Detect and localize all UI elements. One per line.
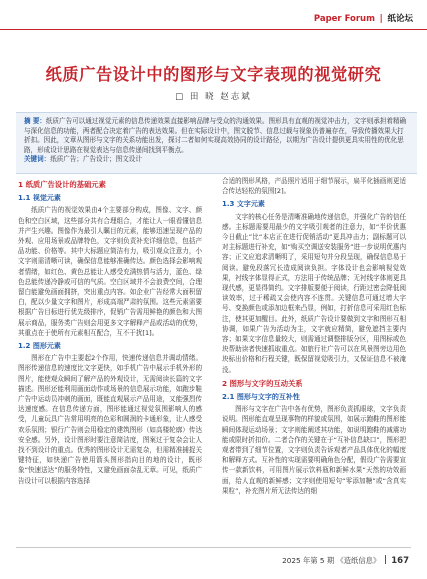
section-label-cn: 纸论坛 — [387, 14, 413, 24]
footer-divider — [385, 555, 386, 564]
footer-rule — [16, 547, 411, 548]
abstract-label: 摘 要： — [24, 117, 46, 125]
section-label-en: Paper Forum — [313, 14, 375, 24]
keywords-text: 纸质广告；广告设计；图文设计 — [50, 155, 142, 163]
paragraph-2-1: 图形与文字在广告中各有优势，图形负责抓眼球，文字负责说明。图形能直观呈现事物的样貌或氛围，如展示跑鞋的图形能瞬间体现运动场景；文字则能阐述其功能，如说明跑鞋的减震功能或限时折扣价。二者合作的关键在于“互补信息缺口”，图形把观者带到了细节位置，文字则负责告诉观者产品具体优化的幅度和解释方式。互补性的实现需要明确角色分配，假设广告需要宣传一款新饮料，可用图片展示饮料瓶和新鲜水果“天然的功效画面，给人直观的新鲜感；文字则使用短句“零添加糖”或“含真实果粒”，补充图片所无法传达的细 — [222, 405, 406, 495]
left-column — [18, 176, 202, 486]
page-footer — [282, 555, 409, 567]
subsection-heading-1-1: 1.1 视觉元素 — [18, 194, 61, 203]
abstract-text: 纸质广告可以通过视觉元素的信息传递效果直接影响品牌与受众的沟通效果。图形具有直观的视觉冲击力，文字则承担着精确与深化信息的功能，两者配合决定着广告的表达效果。但在实际设计中，图文脱节、信息过载与视象仍普遍存在，导致传播效果大打折扣。因此，文章从图形与文字的关系功能出发，探讨二者如何实现高效协同的设计路径，以期为广告设计提供更具实用性的优化思路，形成设计思路在视觉表达与信息传递间找到平衡点。 — [24, 117, 407, 154]
section-label — [314, 12, 413, 26]
paragraph-1-3: 文字的核心任务是清晰准确地传递信息，并强化广告的信任感。主标题需要用最少的文字吸引观者的注意力，如“半价优惠今日截止”比“本店正在进行促销活动”更具冲击力；副标题可以对主标题进行补充，如“购买空调送安装服务”进一步说明优惠内容；正文应追求清晰明了，采用短句并分段呈现，确保信息易于阅读。避免段落冗长造成阅读负担。字体设计也会影响视觉效果，衬线字体显得正式，方法用于传统品牌；无衬线字体则更具现代感，更显得简约。文字排版要便于阅读，行距过密会降低阅读效率，过于稀疏又会使内容不连贯。关键信息可通过增大字号、变换颜色或添加边框来凸显，例如，打折信息可采用红色标注，使其更加醒目。此外，纸质广告设计要做到文字和图形互相协调，如果广告为活动为主，文字就应精简，避免遮挡主要内容；如果文字信息量较大，则需通过调整排版分区，用图标或色块帮助读者快速抓取重点。如旅行社广告可以在风景图旁边用色块标出价格和行程关键，既保留视觉吸引力，又保证信息不被淹没。 — [222, 212, 406, 374]
abstract — [24, 117, 410, 155]
paragraph-1-1: 纸质广告的视觉效果由4个主要部分构成，图像、文字、颜色和空白区域，这些部分共有合理组合，才能让人一眼看懂信息并产生兴趣。图像作为最引人瞩目的元素，能够迅速呈现产品的外观、应用场景或品牌特色，文字则负责补充详细信息，包括产品功能、价格等。其中大标题应简洁有力，吸引观众注意力，小文字则需清晰可读，确保信息能够准确传达。颜色选择会影响观者情绪，如红色、黄色总能让人感受充满热情与活力，蓝色、绿色总能传递冷静或可信的气质。空白区域并不会浪费空间，合理留白能避免画面拥挤，突出重点内容。如企业广告经常大面积留白，配以少量文字和图片，形成高端严肃的氛围。这些元素需要根据广告目标进行优先级排序，促销广告需用鲜艳的颜色和大图展示商品，服务类广告则会用更多文字解释产品或活动的优势，其重点在于使所有元素相互配合，互不干扰[1]。 — [18, 206, 202, 337]
page-number: 167 — [391, 556, 409, 566]
subsection-heading-1-2: 1.2 图形元素 — [18, 342, 61, 351]
subsection-heading-1-3: 1.3 文字元素 — [222, 200, 265, 209]
keywords-label: 关键词： — [24, 155, 51, 163]
issue-info: 2025 年第 5 期 《造纸信息》 — [282, 556, 381, 565]
section-heading-2: 2 图形与文字的互动关系 — [222, 378, 303, 388]
paragraph-continued: 合适的图形风格，产品照片适用于细节展示，扁平化插画则更适合传达轻松的氛围[2]。 — [222, 177, 406, 196]
article-authors: □ 田 晓 赵志斌 — [175, 92, 252, 102]
paragraph-1-2: 图形在广告中主要起2个作用，快速传递信息并调动情绪。图形传递信息的速度比文字更快，如手机广告中展示手机外形的图片，能使观众瞬间了解产品的外观设计，无需阅读长篇的文字描述。图形还能利用画面动作或场景的信息展示功能，如跑步鞋广告中运动员冲刺的画面，既能直观展示产品用途，又能强烈传达速度感。在信息传递方面，图形能通过视觉氛围影响人的感受，儿童玩具广告常用明亮的色彩和圆润的卡通形象，让人感受欢乐氛围；银行广告则会用稳定的建筑图形（如高楼轮廓）传达安全感。另外，设计图形时要注意简洁度，图案过于复杂会让人找不到设计的重点。优秀的图形设计无需复杂，但需精准捕捉关键特征，如快递广告使用箭头图形指向目的地的设计，既形象“快速送达”的服务特性，又避免画面杂乱无章。可见，纸质广告设计可以根据内容选择 — [18, 354, 202, 485]
running-header — [0, 0, 427, 40]
section-heading-1: 1 纸质广告设计的基础元素 — [18, 180, 106, 189]
header-rule — [0, 29, 427, 30]
section-label-separator: | — [379, 14, 383, 24]
right-column — [222, 176, 406, 496]
article-title: 纸质广告设计中的图形与文字表现的视觉研究 — [45, 65, 382, 84]
subsection-heading-2-1: 2.1 图形与文字的互补性 — [222, 393, 300, 402]
keywords — [24, 155, 410, 165]
